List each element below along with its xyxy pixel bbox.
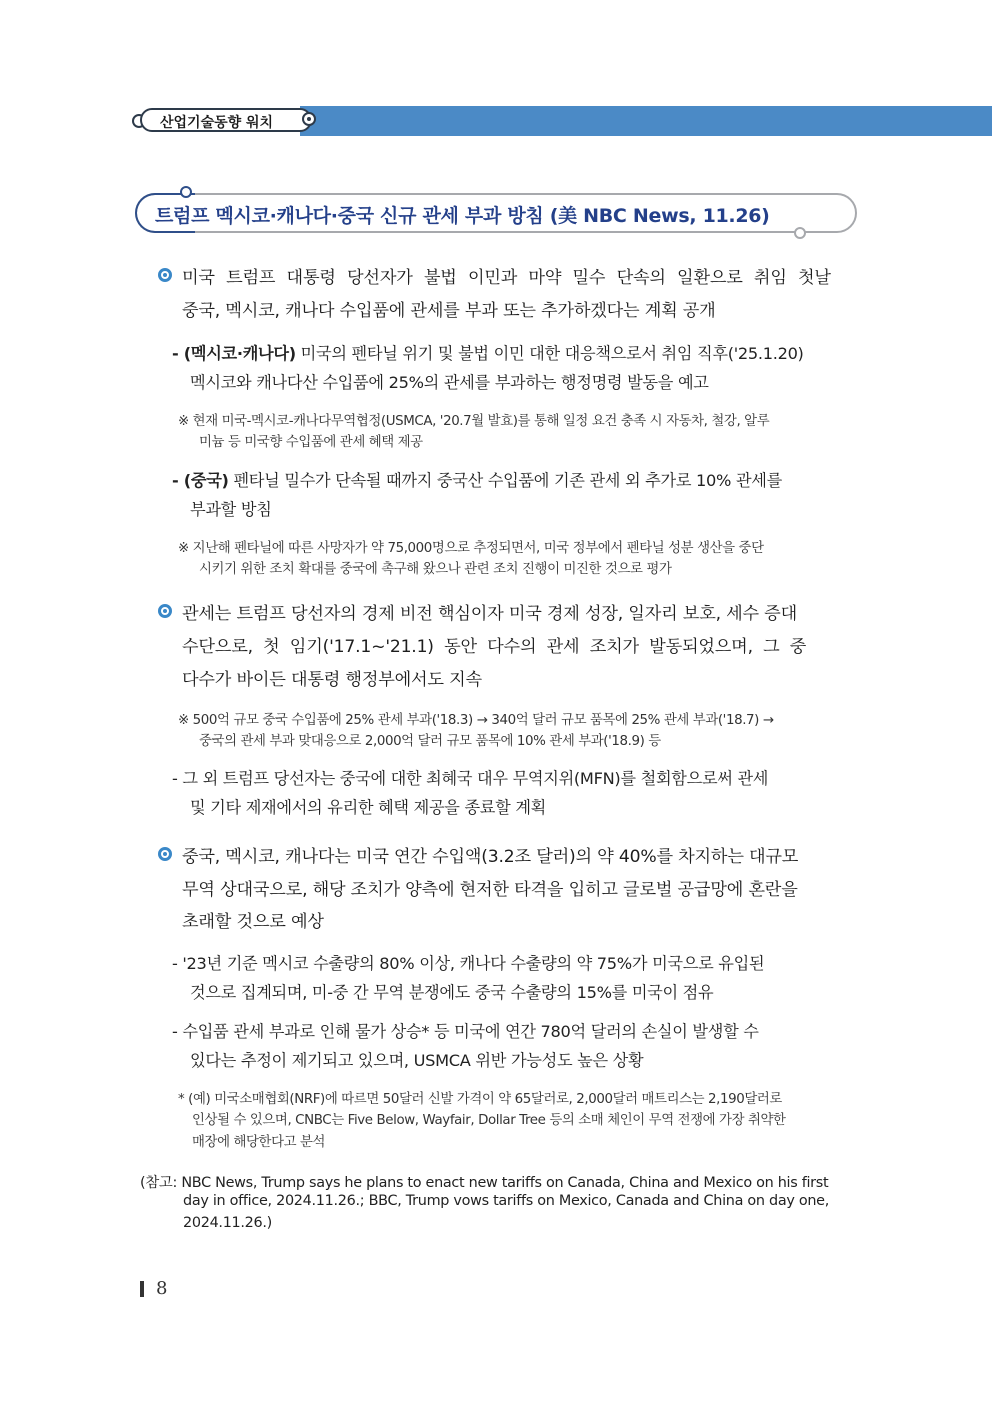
note-line: ※ 500억 규모 중국 수입품에 25% 관세 부과('18.3) → 340억 달러 규모 품목에 25% 관세 부과('18.7) → bbox=[178, 713, 774, 728]
sub-item-heading: - (멕시코·캐나다) bbox=[172, 344, 296, 363]
header-dot-right bbox=[302, 112, 316, 126]
reference-line: 2024.11.26.) bbox=[183, 1215, 272, 1231]
reference-line: day in office, 2024.11.26.; BBC, Trump vows tariffs on Mexico, Canada and China on day one, bbox=[183, 1193, 830, 1209]
sub-item-text: 미국의 펜타닐 위기 및 불법 이민 대한 대응책으로서 취임 직후('25.1.20) bbox=[295, 344, 804, 363]
sub-item-line: - 그 외 트럼프 당선자는 중국에 대한 최혜국 대우 무역지위(MFN)를 철회함으로써 관세 bbox=[172, 769, 769, 788]
paragraph-line: 중국, 멕시코, 캐나다 수입품에 관세를 부과 또는 추가하겠다는 계획 공개 bbox=[182, 301, 716, 321]
paragraph-line: 무역 상대국으로, 해당 조치가 양측에 현저한 타격을 입히고 글로벌 공급망에 혼란을 bbox=[182, 880, 798, 900]
sub-item-heading: - (중국) bbox=[172, 471, 229, 490]
paragraph-line: 중국, 멕시코, 캐나다는 미국 연간 수입액(3.2조 달러)의 약 40%를 차지하는 대규모 bbox=[182, 847, 799, 867]
sub-item-line bbox=[172, 340, 804, 364]
note-line: ※ 현재 미국-멕시코-캐나다무역협정(USMCA, '20.7월 발효)를 통해 일정 요건 충족 시 자동차, 철강, 알루 bbox=[178, 414, 770, 429]
section-label-pill bbox=[140, 108, 312, 132]
paragraph-line: 수단으로, 첫 임기('17.1~'21.1) 동안 다수의 관세 조치가 발동되었으며, 그 중 bbox=[182, 637, 807, 657]
title-dot-bottom bbox=[794, 227, 806, 239]
paragraph-line: 다수가 바이든 대통령 행정부에서도 지속 bbox=[182, 670, 482, 690]
paragraph-line: 미국 트럼프 대통령 당선자가 불법 이민과 마약 밀수 단속의 일환으로 취임 첫날 bbox=[182, 268, 831, 288]
note-line: 시키기 위한 조치 확대를 중국에 촉구해 왔으나 관련 조치 진행이 미진한 것으로 평가 bbox=[199, 562, 672, 577]
note-line: ※ 지난해 펜타닐에 따른 사망자가 약 75,000명으로 추정되면서, 미국 정부에서 펜타닐 성분 생산을 중단 bbox=[178, 541, 764, 556]
note-line: 미늄 등 미국향 수입품에 관세 혜택 제공 bbox=[199, 435, 423, 450]
footnote-line: * (예) 미국소매협회(NRF)에 따르면 50달러 신발 가격이 약 65달러로, 2,000달러 매트리스는 2,190달러로 bbox=[178, 1092, 782, 1107]
title-dot-top bbox=[180, 186, 192, 198]
note-line: 중국의 관세 부과 맞대응으로 2,000억 달러 규모 품목에 10% 관세 부과('18.9) 등 bbox=[199, 734, 661, 749]
footnote-line: 매장에 해당한다고 분석 bbox=[192, 1135, 326, 1150]
circle-bullet-icon bbox=[158, 268, 172, 282]
sub-item-line: - 수입품 관세 부과로 인해 물가 상승* 등 미국에 연간 780억 달러의 손실이 발생할 수 bbox=[172, 1022, 759, 1041]
sub-item-line bbox=[172, 467, 782, 491]
footnote-line: 인상될 수 있으며, CNBC는 Five Below, Wayfair, Dollar Tree 등의 소매 체인이 무역 전쟁에 가장 취약한 bbox=[192, 1113, 786, 1128]
article-title: 트럼프 멕시코·캐나다·중국 신규 관세 부과 방침 (美 NBC News, 11.26) bbox=[155, 205, 770, 227]
section-label: 산업기술동향 워치 bbox=[160, 115, 274, 131]
circle-bullet-icon bbox=[158, 847, 172, 861]
sub-item-line: 것으로 집계되며, 미-중 간 무역 분쟁에도 중국 수출량의 15%를 미국이 점유 bbox=[190, 983, 714, 1002]
sub-item-line: 멕시코와 캐나다산 수입품에 25%의 관세를 부과하는 행정명령 발동을 예고 bbox=[190, 373, 709, 392]
circle-bullet-icon bbox=[158, 604, 172, 618]
page-marker bbox=[140, 1281, 144, 1297]
sub-item-line: 및 기타 제재에서의 유리한 혜택 제공을 종료할 계획 bbox=[190, 798, 546, 817]
sub-item-text: 펜타닐 밀수가 단속될 때까지 중국산 수입품에 기존 관세 외 추가로 10% 관세를 bbox=[228, 471, 782, 490]
sub-item-line: 있다는 추정이 제기되고 있으며, USMCA 위반 가능성도 높은 상황 bbox=[190, 1051, 644, 1070]
paragraph-line: 관세는 트럼프 당선자의 경제 비전 핵심이자 미국 경제 성장, 일자리 보호, 세수 증대 bbox=[182, 604, 797, 624]
sub-item-line: - '23년 기준 멕시코 수출량의 80% 이상, 캐나다 수출량의 약 75%가 미국으로 유입된 bbox=[172, 954, 765, 973]
reference-line: (참고: NBC News, Trump says he plans to enact new tariffs on Canada, China and Mexico on his first bbox=[140, 1175, 829, 1191]
paragraph-line: 초래할 것으로 예상 bbox=[182, 912, 324, 932]
sub-item-line: 부과할 방침 bbox=[190, 500, 272, 519]
page-number: 8 bbox=[156, 1278, 168, 1299]
header-band bbox=[300, 106, 992, 136]
